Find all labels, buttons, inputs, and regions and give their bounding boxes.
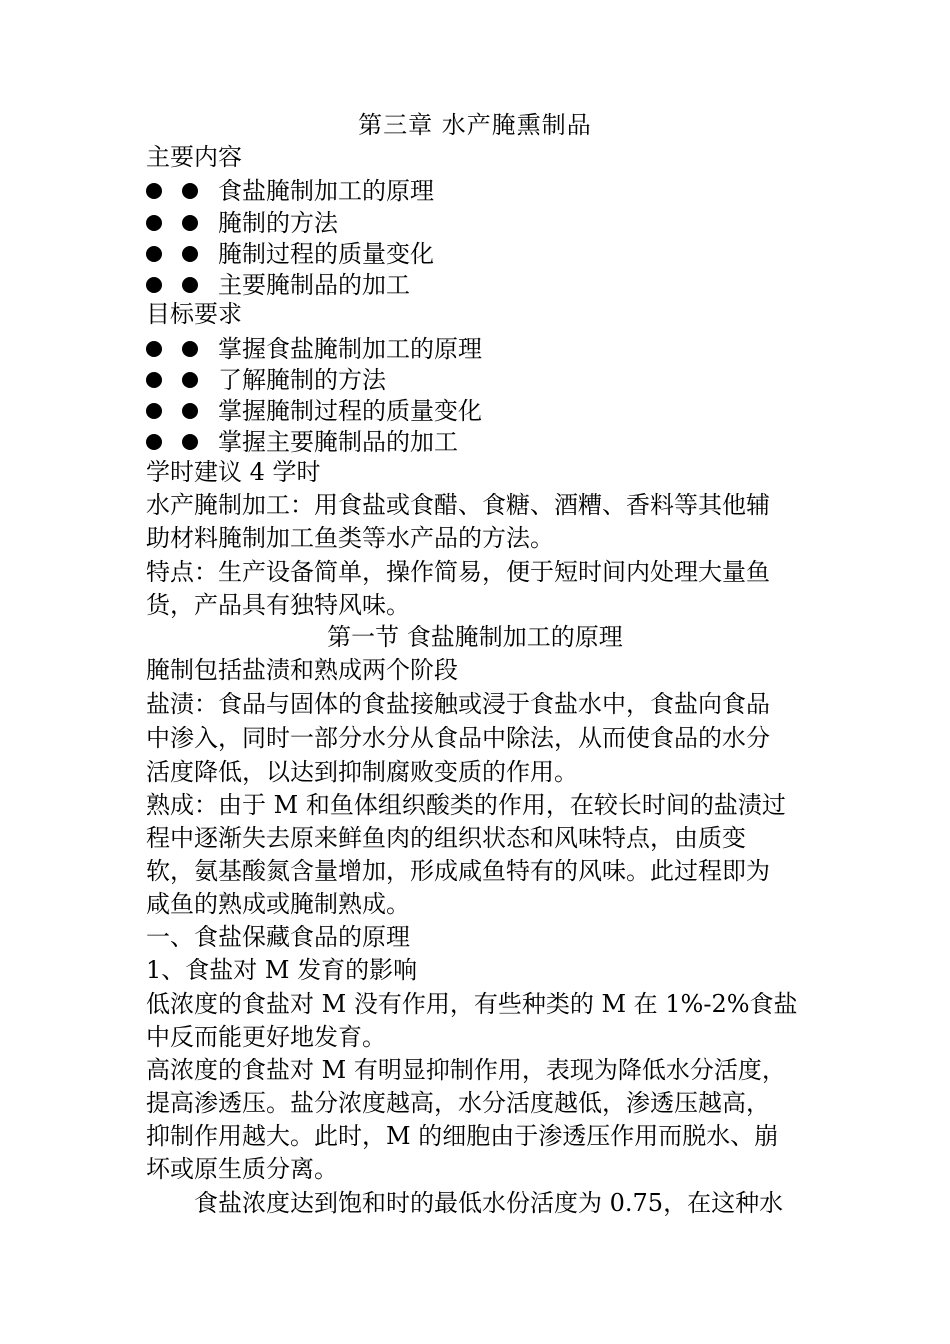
objective-item: 掌握食盐腌制加工的原理 bbox=[146, 331, 482, 363]
bullet-icon bbox=[182, 403, 198, 419]
main-content-item: 腌制的方法 bbox=[146, 205, 338, 237]
low-concentration-line: 低浓度的食盐对 M 没有作用，有些种类的 M 在 1%-2%食盐 bbox=[146, 990, 798, 1018]
bullet-icon bbox=[146, 277, 162, 293]
subheading: 1、食盐对 M 发育的影响 bbox=[146, 956, 418, 984]
objective-item: 掌握主要腌制品的加工 bbox=[146, 424, 458, 456]
bullet-icon bbox=[146, 246, 162, 262]
low-concentration-line: 中反而能更好地发育。 bbox=[146, 1023, 386, 1051]
high-concentration-line: 坏或原生质分离。 bbox=[146, 1155, 338, 1183]
ripening-line: 熟成：由于 M 和鱼体组织酸类的作用，在较长时间的盐渍过 bbox=[146, 791, 786, 819]
saturation-line: 食盐浓度达到饱和时的最低水份活度为 0.75，在这种水 bbox=[194, 1189, 784, 1217]
bullet-icon bbox=[146, 434, 162, 450]
bullet-icon bbox=[182, 277, 198, 293]
main-content-item: 主要腌制品的加工 bbox=[146, 267, 410, 299]
objective-item: 了解腌制的方法 bbox=[146, 362, 386, 394]
stages-line: 腌制包括盐渍和熟成两个阶段 bbox=[146, 656, 458, 684]
hours-suggestion: 学时建议 4 学时 bbox=[146, 458, 321, 486]
definition-line: 助材料腌制加工鱼类等水产品的方法。 bbox=[146, 524, 554, 552]
bullet-icon bbox=[146, 183, 162, 199]
objective-item: 掌握腌制过程的质量变化 bbox=[146, 393, 482, 425]
feature-line: 货，产品具有独特风味。 bbox=[146, 591, 410, 619]
bullet-icon bbox=[182, 215, 198, 231]
salting-line: 中渗入，同时一部分水分从食品中除法，从而使食品的水分 bbox=[146, 724, 770, 752]
ripening-line: 程中逐渐失去原来鲜鱼肉的组织状态和风味特点，由质变 bbox=[146, 824, 746, 852]
bullet-icon bbox=[146, 341, 162, 357]
main-content-heading: 主要内容 bbox=[146, 143, 242, 171]
salting-line: 盐渍：食品与固体的食盐接触或浸于食盐水中，食盐向食品 bbox=[146, 690, 770, 718]
bullet-icon bbox=[146, 215, 162, 231]
bullet-icon bbox=[182, 246, 198, 262]
bullet-icon bbox=[146, 372, 162, 388]
chapter-title: 第三章 水产腌熏制品 bbox=[358, 111, 592, 139]
bullet-icon bbox=[146, 403, 162, 419]
subheading: 一、食盐保藏食品的原理 bbox=[146, 923, 410, 951]
ripening-line: 软，氨基酸氮含量增加，形成咸鱼特有的风味。此过程即为 bbox=[146, 857, 770, 885]
main-content-item: 食盐腌制加工的原理 bbox=[146, 173, 434, 205]
feature-line: 特点：生产设备简单，操作简易，便于短时间内处理大量鱼 bbox=[146, 558, 770, 586]
high-concentration-line: 抑制作用越大。此时，M 的细胞由于渗透压作用而脱水、崩 bbox=[146, 1122, 779, 1150]
bullet-icon bbox=[182, 183, 198, 199]
ripening-line: 咸鱼的熟成或腌制熟成。 bbox=[146, 890, 410, 918]
section-title: 第一节 食盐腌制加工的原理 bbox=[327, 623, 623, 651]
main-content-item: 腌制过程的质量变化 bbox=[146, 236, 434, 268]
bullet-icon bbox=[182, 434, 198, 450]
objectives-heading: 目标要求 bbox=[146, 300, 242, 328]
salting-line: 活度降低，以达到抑制腐败变质的作用。 bbox=[146, 758, 578, 786]
definition-line: 水产腌制加工：用食盐或食醋、食糖、酒糟、香料等其他辅 bbox=[146, 491, 770, 519]
high-concentration-line: 高浓度的食盐对 M 有明显抑制作用，表现为降低水分活度， bbox=[146, 1056, 786, 1084]
high-concentration-line: 提高渗透压。盐分浓度越高，水分活度越低，渗透压越高， bbox=[146, 1089, 770, 1117]
bullet-icon bbox=[182, 372, 198, 388]
bullet-icon bbox=[182, 341, 198, 357]
